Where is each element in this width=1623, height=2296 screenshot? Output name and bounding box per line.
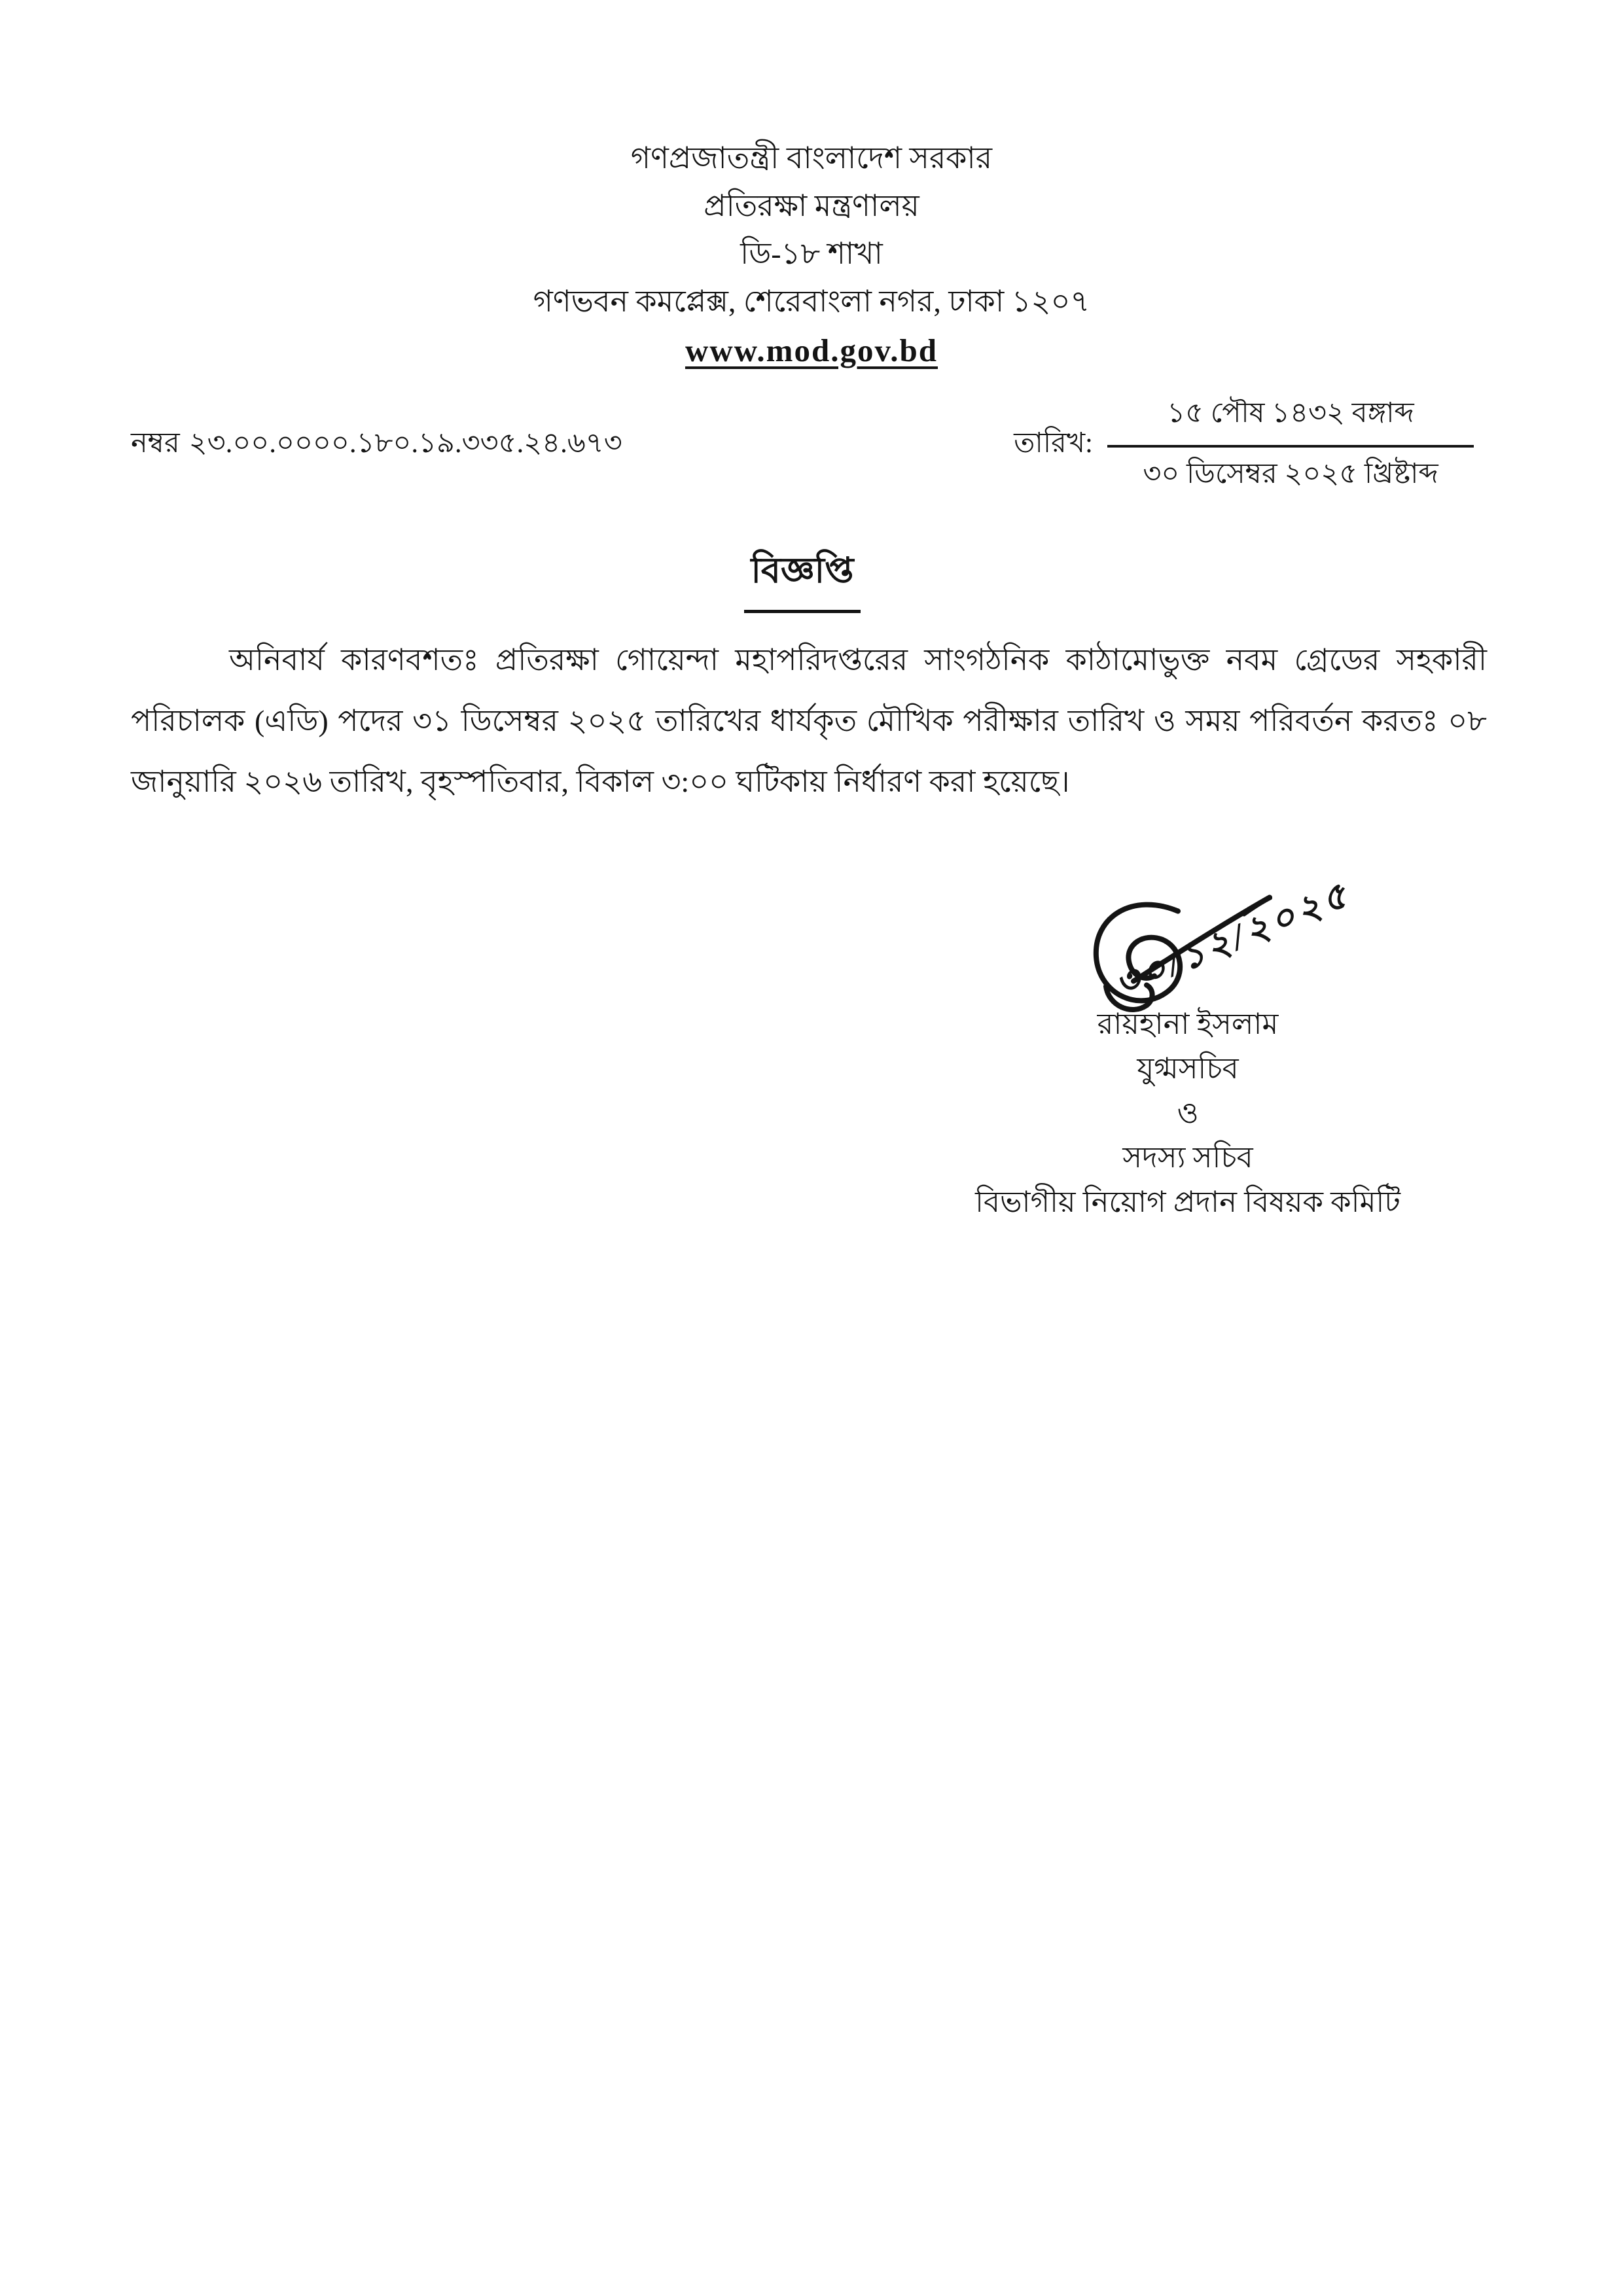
date-bangla: ১৫ পৌষ ১৪৩২ বঙ্গাব্দ (1167, 397, 1414, 429)
reference-row (131, 398, 1474, 493)
notice-title: বিজ্ঞপ্তি (744, 543, 860, 613)
signatory-designation-2: সদস্য সচিব (1122, 1141, 1253, 1174)
memo-number-label: নম্বর (131, 428, 180, 459)
signature-area (910, 874, 1466, 1005)
memo-number (131, 422, 622, 468)
website-link[interactable]: www.mod.gov.bd (685, 332, 938, 368)
signatory-designation: যুগ্মসচিব (1137, 1052, 1239, 1085)
office-address: গণভবন কমপ্লেক্স, শেরেবাংলা নগর, ঢাকা ১২০৭ (533, 285, 1090, 318)
date-label: তারিখ: (1014, 428, 1093, 459)
signatory-committee: বিভাগীয় নিয়োগ প্রদান বিষয়ক কমিটি (975, 1186, 1400, 1218)
date-gregorian: ৩০ ডিসেম্বর ২০২৫ খ্রিষ্টাব্দ (1143, 458, 1438, 489)
signatory-conjunction: ও (1177, 1097, 1199, 1129)
memo-number-value: ২৩.০০.০০০০.১৮০.১৯.৩৩৫.২৪.৬৭৩ (188, 428, 622, 459)
date-stack (1107, 392, 1474, 499)
title-row (131, 543, 1474, 613)
ministry-name: প্রতিরক্ষা মন্ত্রণালয় (704, 189, 919, 222)
branch-name: ডি-১৮ শাখা (740, 237, 883, 270)
signatory-name: রায়হানা ইসলাম (1097, 1008, 1279, 1040)
date-block (1014, 392, 1474, 499)
signature-handwritten-date: ৩০/১২/২০২৫ (1109, 874, 1357, 1005)
signature-block (910, 874, 1466, 1224)
notice-body: অনিবার্য কারণবশতঃ প্রতিরক্ষা গোয়েন্দা মহাপরিদপ্তরের সাংগঠনিক কাঠামোভুক্ত নবম গ্রেডের সহকারী পরিচালক (এডি) পদের ৩১ ডিসেম্বর ২০২৫ তারিখের ধার্যকৃত মৌখিক পরীক্ষার তারিখ ও সময় পরিবর্তন করতঃ ০৮ জানুয়ারি ২০২৬ তারিখ, বৃহস্পতিবার, বিকাল ৩:০০ ঘটিকায় নির্ধারণ করা হয়েছে। (131, 643, 1487, 798)
letterhead (0, 134, 1623, 375)
government-name: গণপ্রজাতন্ত্রী বাংলাদেশ সরকার (630, 141, 993, 175)
